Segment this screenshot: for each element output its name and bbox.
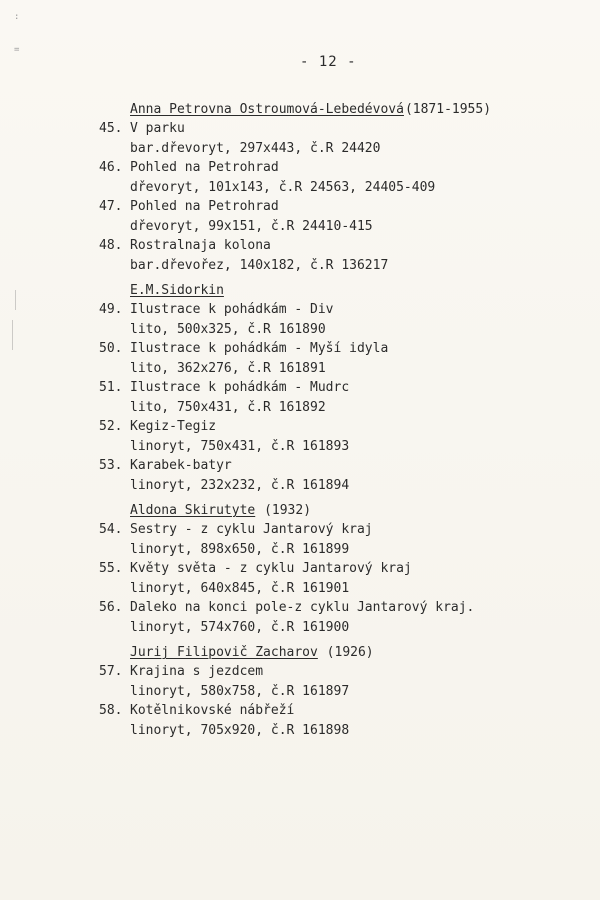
entry-number: 45.: [99, 121, 123, 136]
entry-number: 49.: [99, 302, 123, 317]
margin-mark: :: [14, 12, 20, 22]
artist-section: [99, 281, 569, 495]
entry-title: Pohled na Petrohrad: [130, 160, 279, 175]
catalog-entry: [99, 300, 569, 339]
catalog-entry: [99, 417, 569, 456]
entry-number: 54.: [99, 522, 123, 537]
artist-dates: (1932): [264, 503, 312, 518]
entry-details: linoryt, 232x232, č.R 161894: [130, 477, 350, 493]
entry-details: lito, 362x276, č.R 161891: [130, 360, 326, 376]
entry-number: 58.: [99, 703, 123, 718]
artist-section: [99, 501, 569, 637]
catalog-entry: [99, 520, 569, 559]
entry-number: 57.: [99, 664, 123, 679]
catalog-entry: [99, 598, 569, 637]
entry-details: linoryt, 580x758, č.R 161897: [130, 683, 350, 699]
catalog-list: [99, 100, 569, 740]
entry-details: linoryt, 898x650, č.R 161899: [130, 541, 350, 557]
page-number: - 12 -: [300, 54, 357, 70]
artist-dates: (1926): [326, 645, 374, 660]
artist-dates: (1871-1955): [404, 102, 492, 117]
artist-section: [99, 643, 569, 740]
catalog-entry: [99, 701, 569, 740]
entry-title: Kegiz-Tegiz: [130, 419, 217, 434]
entry-title: Daleko na konci pole-z cyklu Jantarový kraj.: [130, 600, 475, 615]
entry-title: Kotělnikovské nábřeží: [130, 703, 295, 718]
catalog-entry: [99, 197, 569, 236]
catalog-entry: [99, 559, 569, 598]
margin-mark: =: [14, 45, 20, 55]
entry-number: 48.: [99, 238, 123, 253]
entry-details: lito, 750x431, č.R 161892: [130, 399, 326, 415]
entry-details: linoryt, 705x920, č.R 161898: [130, 722, 350, 738]
entry-title: Krajina s jezdcem: [130, 664, 264, 679]
entry-details: bar.dřevořez, 140x182, č.R 136217: [130, 257, 389, 273]
artist-name: Anna Petrovna Ostroumová-Lebedévová: [130, 102, 404, 117]
entry-title: Květy světa - z cyklu Jantarový kraj: [130, 561, 412, 576]
margin-smudge: [12, 320, 13, 350]
catalog-entry: [99, 158, 569, 197]
artist-name: E.M.Sidorkin: [130, 283, 224, 298]
entry-number: 55.: [99, 561, 123, 576]
artist-section: [99, 100, 569, 275]
entry-title: Rostralnaja kolona: [130, 238, 271, 253]
artist-heading: [130, 501, 569, 520]
catalog-entry: [99, 236, 569, 275]
entry-details: dřevoryt, 101x143, č.R 24563, 24405-409: [130, 179, 436, 195]
entry-details: linoryt, 640x845, č.R 161901: [130, 580, 350, 596]
entry-number: 53.: [99, 458, 123, 473]
artist-heading: [130, 643, 569, 662]
entry-details: lito, 500x325, č.R 161890: [130, 321, 326, 337]
artist-heading: [130, 100, 569, 119]
catalog-entry: [99, 378, 569, 417]
entry-number: 47.: [99, 199, 123, 214]
entry-title: Ilustrace k pohádkám - Div: [130, 302, 334, 317]
entry-number: 56.: [99, 600, 123, 615]
artist-name: Jurij Filipovič Zacharov: [130, 645, 318, 660]
catalog-entry: [99, 662, 569, 701]
entry-number: 46.: [99, 160, 123, 175]
entry-details: linoryt, 750x431, č.R 161893: [130, 438, 350, 454]
entry-number: 50.: [99, 341, 123, 356]
entry-title: Pohled na Petrohrad: [130, 199, 279, 214]
entry-details: dřevoryt, 99x151, č.R 24410-415: [130, 218, 373, 234]
entry-title: V parku: [130, 121, 185, 136]
artist-name: Aldona Skirutyte: [130, 503, 256, 518]
artist-heading: [130, 281, 569, 300]
entry-title: Karabek-batyr: [130, 458, 232, 473]
entry-title: Ilustrace k pohádkám - Myší idyla: [130, 341, 389, 356]
entry-title: Sestry - z cyklu Jantarový kraj: [130, 522, 373, 537]
catalog-entry: [99, 119, 569, 158]
entry-details: linoryt, 574x760, č.R 161900: [130, 619, 350, 635]
entry-number: 51.: [99, 380, 123, 395]
entry-details: bar.dřevoryt, 297x443, č.R 24420: [130, 140, 381, 156]
entry-title: Ilustrace k pohádkám - Mudrc: [130, 380, 350, 395]
catalog-entry: [99, 339, 569, 378]
entry-number: 52.: [99, 419, 123, 434]
catalog-entry: [99, 456, 569, 495]
margin-smudge: [15, 290, 16, 310]
